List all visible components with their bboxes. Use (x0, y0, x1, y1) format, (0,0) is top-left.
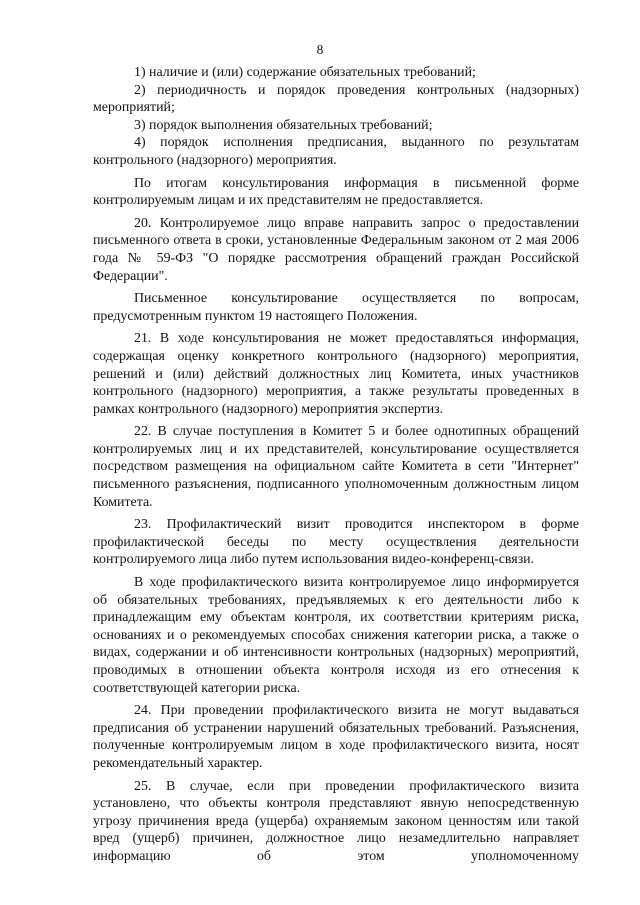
paragraph-item-4: 4) порядок исполнения предписания, выданного по результатам контрольного (надзорного) мероприятия. (93, 135, 579, 168)
paragraph-item-1: 1) наличие и (или) содержание обязательных требований; (134, 65, 476, 80)
paragraph-visit-info: В ходе профилактического визита контролируемое лицо информируется об обязательных требованиях, предъявляемых к его деятельности либо к принадлежащим ему объектам контроля, их соответствии критериям риска, основаниях и о рекомендуемых способах снижения категории риска, а также о видах, содержании и об интенсивности контрольных (надзорных) мероприятий, проводимых в отношении объекта контроля исходя из его отнесения к соответствующей категории риска. (93, 575, 579, 696)
paragraph-20: 20. Контролируемое лицо вправе направить запрос о предоставлении письменного ответа в сроки, установленные Федеральным законом от 2 мая 2006 года № 59-ФЗ "О порядке рассмотрения обращений граждан Российской Федерации". (93, 215, 579, 284)
page-number: 8 (316, 42, 324, 57)
paragraph-24: 24. При проведении профилактического визита не могут выдаваться предписания об устранении нарушений обязательных требований. Разъяснения, полученные контролируемым лицом в ходе профилактического визита, носят рекомендательный характер. (93, 703, 579, 771)
paragraph-consulting-result: По итогам консультирования информация в письменной форме контролируемым лицам и их представителям не предоставляется. (93, 175, 579, 209)
document-body (93, 64, 579, 866)
paragraph-21: 21. В ходе консультирования не может предоставляться информация, содержащая оценку конкретного контрольного (надзорного) мероприятия, решений и (или) действий должностных лиц Комитета, иных участников контрольного (надзорного) мероприятия, а также результаты проведенных в рамках контрольного (надзорного) мероприятия экспертиз. (93, 331, 579, 417)
paragraph-item-2: 2) периодичность и порядок проведения контрольных (надзорных) мероприятий; (93, 82, 579, 116)
paragraph-23: 23. Профилактический визит проводится инспектором в форме профилактической беседы по месту осуществления деятельности контролируемого лица либо путем использования видео-конференц-связи. (93, 517, 579, 568)
paragraph-25: 25. В случае, если при проведении профилактического визита установлено, что объекты контроля представляют явную непосредственную угрозу причинения вреда (ущерба) охраняемым законом ценностям или такой вред (ущерб) причинен, должностное лицо незамедлительно направляет информацию об этом уполномоченному (93, 778, 579, 864)
paragraph-22: 22. В случае поступления в Комитет 5 и более однотипных обращений контролируемых лиц и их представителей, консультирование осуществляется посредством размещения на официальном сайте Комитета в сети "Интернет" письменного разъяснения, подписанного уполномоченным должностным лицом Комитета. (93, 424, 579, 510)
paragraph-item-3: 3) порядок выполнения обязательных требований; (134, 117, 433, 133)
paragraph-written-consulting: Письменное консультирование осуществляется по вопросам, предусмотренным пунктом 19 настоящего Положения. (93, 291, 579, 324)
